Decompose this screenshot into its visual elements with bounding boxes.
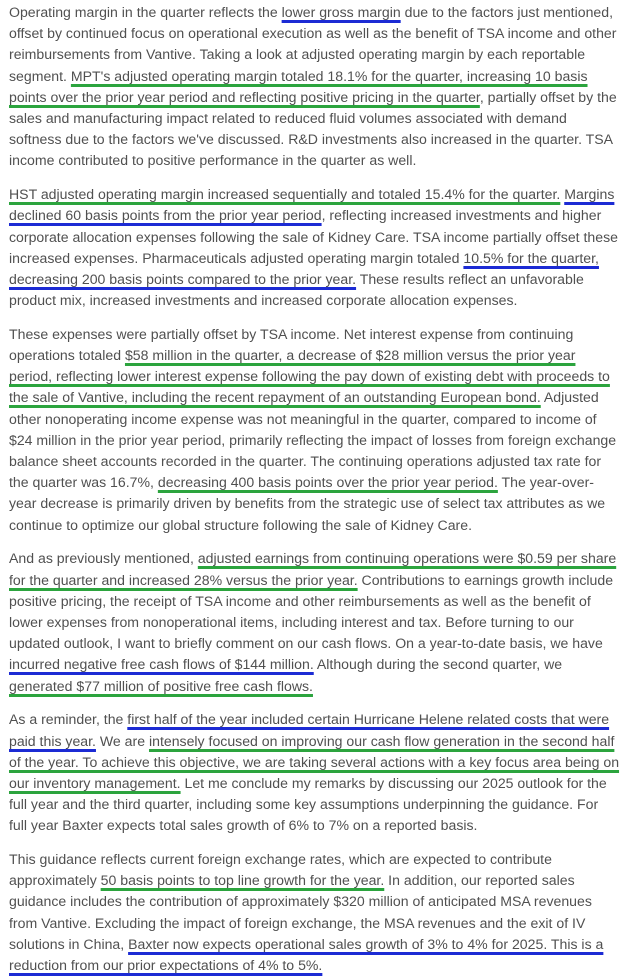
paragraph-interest-tax xyxy=(9,324,620,536)
highlight-blue: Baxter now expects operational sales growth of 3% to 4% for 2025. This is a reduction from our prior expectations of 4% to 5%. xyxy=(9,935,604,974)
highlight-blue: 10.5% for the quarter, decreasing 200 basis points compared to the prior year. xyxy=(9,249,599,287)
text-segment: , partially offset by the sales and manufacturing impact related to reduced fluid volumes associated with demand softness due to the factors we've discussed. R&D investments also increased in the quarter. TSA income contributed to positive performance in the quarter as well. xyxy=(9,88,617,169)
text-segment: Although during the second quarter, we xyxy=(313,656,563,673)
text-segment: The year-over-year decrease is primarily driven by benefits from the strategic use of select tax attributes as we continue to optimize our global structure following the sale of Kidney Care. xyxy=(9,474,606,533)
highlight-green: intensely focused on improving our cash flow generation in the second half of the year. To achieve this objective, we are taking several actions with a key focus area being on our inventory management. xyxy=(9,732,620,791)
text-segment: Let me conclude my remarks by discussing our 2025 outlook for the full year and the third quarter, including some key assumptions underpinning the guidance. For full year Baxter expects total sales growth of 6% to 7% on a reported basis. xyxy=(9,774,607,834)
highlight-green: adjusted earnings from continuing operations were $0.59 per share for the quarter and increased 28% versus the prior year. xyxy=(9,550,617,588)
text-segment: And as previously mentioned, xyxy=(9,550,198,567)
paragraph-guidance xyxy=(9,849,620,976)
text-segment: Contributions to earnings growth include positive pricing, the receipt of TSA income and other reimbursements as well as the benefit of lower expenses from nonoperational items, including interest and tax. Before turning to our updated outlook, I want to briefly comment on our cash flows. On a year-to-date basis, we have xyxy=(9,571,614,652)
text-segment: due to the factors just mentioned, offset by continued focus on operational execution as well as the benefit of TSA income and other reimbursements from Vantive. Taking a look at adjusted operating margin by each reportable segment. xyxy=(9,4,617,84)
text-segment: Adjusted other nonoperating income expense was not meaningful in the quarter, compared to income of $24 million in the prior year period, primarily reflecting the impact of losses from foreign exchange balance sheet accounts recorded in the quarter. The continuing operations adjusted tax rate for the quarter was 16.7%, xyxy=(9,389,617,491)
highlight-green: decreasing 400 basis points over the prior year period. xyxy=(157,474,498,491)
text-segment: In addition, our reported sales guidance includes the contribution of approximately $320 million of anticipated MSA revenues from Vantive. Excluding the impact of foreign exchange, the MSA revenues and the exit of IV solutions in China, xyxy=(9,872,592,952)
text-segment: We are xyxy=(95,732,149,749)
highlight-blue: incurred negative free cash flows of $144 million. xyxy=(9,656,314,673)
text-segment: These results reflect an unfavorable product mix, increased investments and increased corporate allocation expenses. xyxy=(9,270,584,309)
highlight-green: generated $77 million of positive free cash flows. xyxy=(9,677,313,694)
text-segment: Operating margin in the quarter reflects the xyxy=(9,4,282,20)
paragraph-earnings-cash-flow xyxy=(9,548,620,696)
highlight-green: MPT's adjusted operating margin totaled 18.1% for the quarter, increasing 10 basis points over the prior year period and reflecting positive pricing in the quarter xyxy=(9,67,588,105)
highlight-green: $58 million in the quarter, a decrease of $28 million versus the prior year period, reflecting lower interest expense following the pay down of existing debt with proceeds to the sale of Vantive, including the recent repayment of an outstanding European bond. xyxy=(9,347,610,406)
highlight-blue: Margins declined 60 basis points from the prior year period xyxy=(9,186,615,224)
highlight-green: 50 basis points to top line growth for the year. xyxy=(100,872,385,889)
paragraph-operating-margin xyxy=(9,2,620,172)
text-segment: This guidance reflects current foreign exchange rates, which are expected to contribute approximately xyxy=(9,851,552,889)
text-segment: , reflecting increased investments and higher corporate allocation expenses following the sale of Kidney Care. TSA income partially offset these increased expenses. Pharmaceuticals adjusted operating margin totaled xyxy=(9,207,618,266)
paragraph-reminder-outlook xyxy=(9,709,620,836)
text-segment: These expenses were partially offset by TSA income. Net interest expense from continuing operations totaled xyxy=(9,325,574,364)
paragraph-hst-margin xyxy=(9,184,620,311)
text-segment: As a reminder, the xyxy=(9,711,128,728)
highlight-blue: first half of the year included certain Hurricane Helene related costs that were paid this year. xyxy=(9,711,610,749)
highlight-blue: lower gross margin xyxy=(281,4,401,20)
highlight-green: HST adjusted operating margin increased sequentially and totaled 15.4% for the quarter. xyxy=(9,186,561,203)
